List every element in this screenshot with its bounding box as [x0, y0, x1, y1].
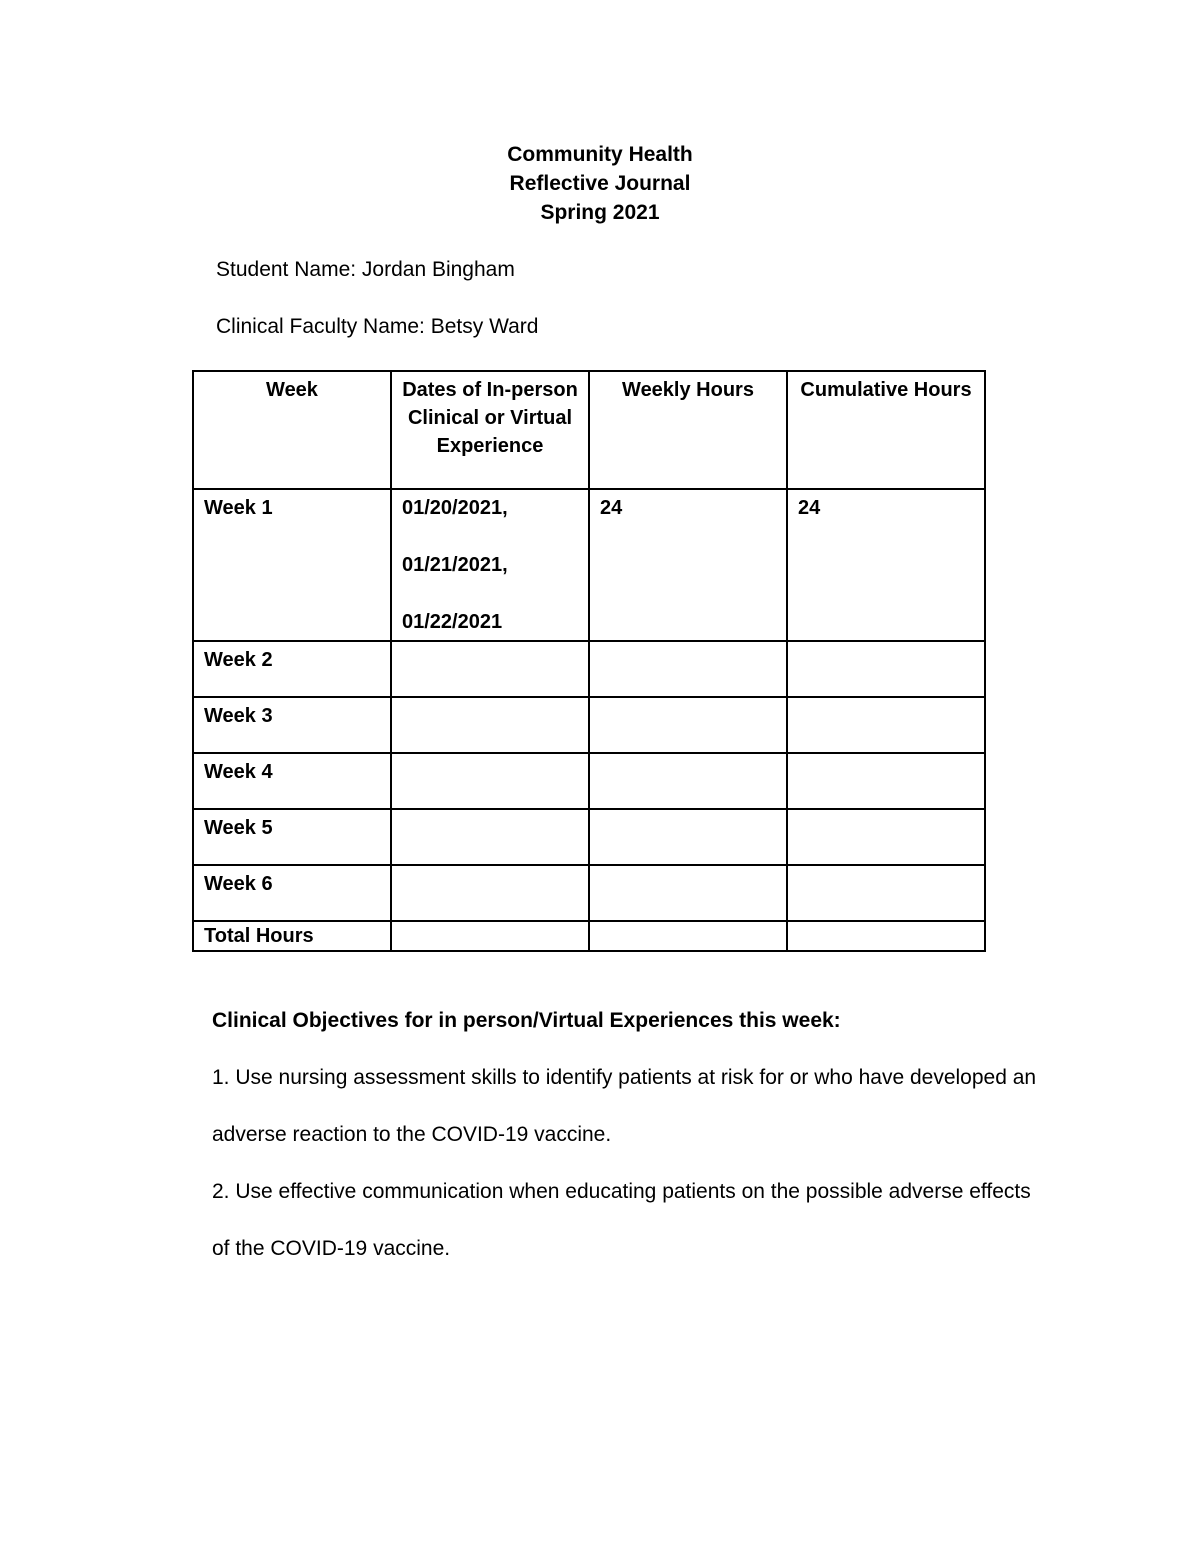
table-row	[193, 809, 985, 865]
table-row	[193, 489, 985, 641]
date-entry: 01/20/2021,	[402, 497, 508, 519]
clinical-faculty-name: Clinical Faculty Name: Betsy Ward	[216, 315, 539, 338]
weekly-hours-cell	[589, 753, 787, 809]
column-header-dates: Dates of In-person Clinical or Virtual Experience	[391, 371, 589, 489]
dates-cell	[391, 809, 589, 865]
document-title-block	[0, 140, 1200, 227]
cumulative-hours-cell	[787, 865, 985, 921]
total-hours-label: Total Hours	[193, 921, 391, 951]
cumulative-hours-cell	[787, 809, 985, 865]
table-row	[193, 865, 985, 921]
weekly-hours-cell	[589, 697, 787, 753]
total-hours-row	[193, 921, 985, 951]
dates-cell	[391, 865, 589, 921]
week-cell: Week 4	[193, 753, 391, 809]
week-cell: Week 5	[193, 809, 391, 865]
week-cell: Week 3	[193, 697, 391, 753]
total-dates-cell	[391, 921, 589, 951]
table-row	[193, 641, 985, 697]
table-row	[193, 697, 985, 753]
weekly-hours-cell	[589, 809, 787, 865]
weekly-hours-cell	[589, 865, 787, 921]
dates-cell	[391, 641, 589, 697]
table-row	[193, 753, 985, 809]
date-entry: 01/22/2021	[402, 611, 503, 633]
week-cell: Week 6	[193, 865, 391, 921]
objective-line: 2. Use effective communication when educating patients on the possible adverse effects	[212, 1180, 1031, 1203]
objective-line: 1. Use nursing assessment skills to identify patients at risk for or who have developed an	[212, 1066, 1037, 1089]
student-name: Student Name: Jordan Bingham	[216, 258, 515, 281]
course-title: Community Health	[507, 143, 693, 166]
dates-cell	[391, 753, 589, 809]
total-weekly-hours-cell	[589, 921, 787, 951]
hours-log-table	[192, 370, 986, 952]
dates-cell	[391, 697, 589, 753]
objective-line: adverse reaction to the COVID-19 vaccine.	[212, 1123, 612, 1146]
table-header-row	[193, 371, 985, 489]
cumulative-hours-cell: 24	[787, 489, 985, 641]
cumulative-hours-cell	[787, 641, 985, 697]
term-title: Spring 2021	[540, 201, 660, 224]
weekly-hours-cell	[589, 641, 787, 697]
cumulative-hours-cell	[787, 753, 985, 809]
weekly-hours-cell: 24	[589, 489, 787, 641]
journal-title: Reflective Journal	[509, 172, 691, 195]
column-header-weekly-hours: Weekly Hours	[589, 371, 787, 489]
dates-cell	[391, 489, 589, 641]
date-entry: 01/21/2021,	[402, 554, 508, 576]
column-header-cumulative-hours: Cumulative Hours	[787, 371, 985, 489]
objectives-heading: Clinical Objectives for in person/Virtual Experiences this week:	[212, 1009, 841, 1032]
week-cell: Week 2	[193, 641, 391, 697]
week-cell: Week 1	[193, 489, 391, 641]
objective-line: of the COVID-19 vaccine.	[212, 1237, 451, 1260]
column-header-week: Week	[193, 371, 391, 489]
total-cumulative-hours-cell	[787, 921, 985, 951]
clinical-objectives	[212, 992, 1072, 1277]
cumulative-hours-cell	[787, 697, 985, 753]
